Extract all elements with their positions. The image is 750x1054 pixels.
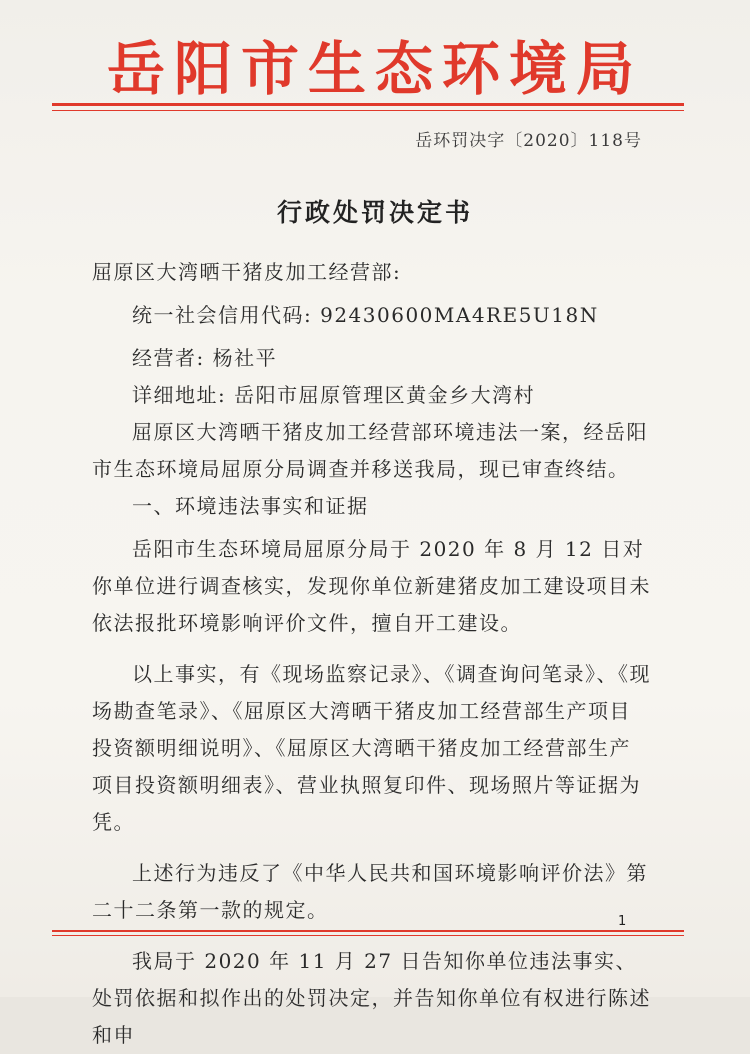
document-body xyxy=(92,254,652,1054)
paragraph: 我局于 2020 年 11 月 27 日告知你单位违法事实、处罚依据和拟作出的处罚决定，并告知你单位有权进行陈述和申 xyxy=(92,949,651,1047)
operator-name: 经营者: 杨社平 xyxy=(132,346,278,370)
paragraph: 上述行为违反了《中华人民共和国环境影响评价法》第二十二条第一款的规定。 xyxy=(92,861,648,922)
paragraph: 岳阳市生态环境局屈原分局于 2020 年 8 月 12 日对你单位进行调查核实，发现你单位新建猪皮加工建设项目未依法报批环境影响评价文件，擅自开工建设。 xyxy=(92,537,651,635)
credit-code: 统一社会信用代码: 92430600MA4RE5U18N xyxy=(132,303,599,327)
header-rule-thick xyxy=(52,103,684,106)
document-title: 行政处罚决定书 xyxy=(276,198,473,227)
page-number: 1 xyxy=(618,914,627,929)
agency-header: 岳阳市生态环境局 xyxy=(106,35,643,103)
section-heading: 一、环境违法事实和证据 xyxy=(132,494,369,518)
footer-rule-thick xyxy=(52,930,684,932)
paragraph: 屈原区大湾晒干猪皮加工经营部环境违法一案，经岳阳市生态环境局屈原分局调查并移送我局，现已审查终结。 xyxy=(92,420,648,481)
address: 详细地址: 岳阳市屈原管理区黄金乡大湾村 xyxy=(132,383,536,407)
paragraph: 以上事实，有《现场监察记录》、《调查询问笔录》、《现场勘查笔录》、《屈原区大湾晒干猪皮加工经营部生产项目投资额明细说明》、《屈原区大湾晒干猪皮加工经营部生产项目投资额明细表》、营业执照复印件、现场照片等证据为凭。 xyxy=(92,662,651,834)
footer-rule-thin xyxy=(52,935,684,936)
document-number: 岳环罚决字〔2020〕118号 xyxy=(415,131,642,151)
header-rule-thin xyxy=(52,110,684,111)
recipient-name: 屈原区大湾晒干猪皮加工经营部: xyxy=(92,260,402,284)
